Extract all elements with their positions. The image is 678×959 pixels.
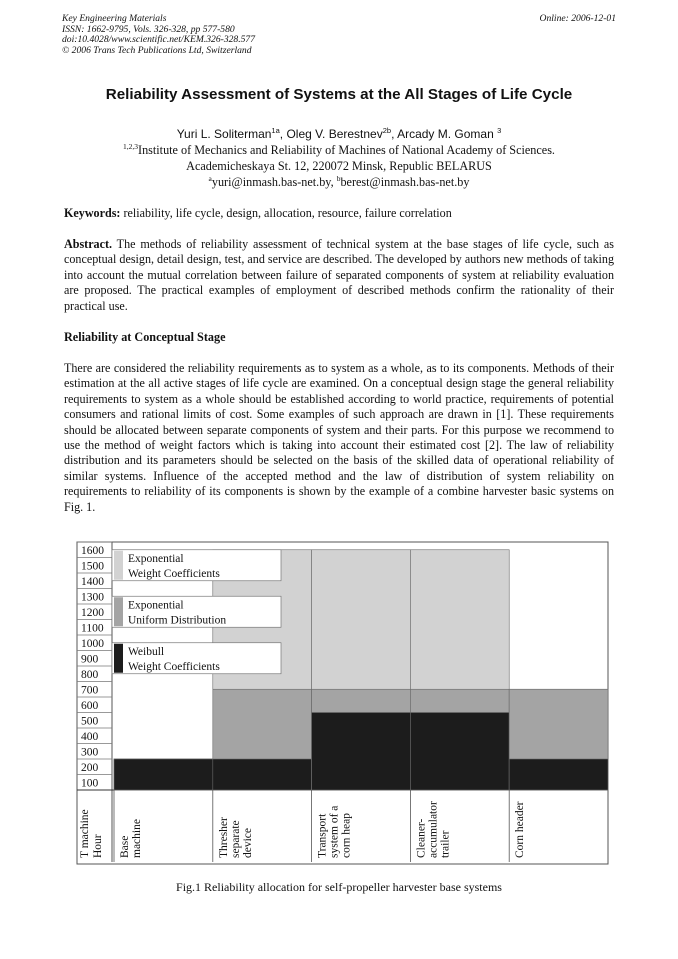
y-tick-label: 700	[81, 684, 99, 697]
x-category-label: Thresher	[217, 817, 230, 858]
x-category-label: separate	[229, 820, 242, 858]
x-category-label: machine	[131, 819, 143, 858]
x-category-label: system of a	[328, 805, 341, 858]
legend-swatch-2	[114, 644, 123, 673]
affiliation-sup: 1,2,3	[123, 142, 139, 151]
y-tick-label: 1200	[81, 607, 104, 619]
y-tick-label: 1300	[81, 591, 104, 604]
x-category-label: Transport	[316, 813, 329, 858]
journal-name: Key Engineering Materials	[62, 13, 167, 24]
legend-label: Weibull	[128, 645, 165, 658]
author-name: Arcady M. Goman	[397, 127, 494, 141]
y-tick-label: 1400	[81, 576, 104, 588]
affiliation-line2: Academicheskaya St. 12, 220072 Minsk, Republic BELARUS	[186, 159, 492, 173]
affiliation-line1: Institute of Mechanics and Reliability of Machines of National Academy of Sciences.	[138, 143, 555, 157]
reliability-allocation-chart	[76, 540, 610, 866]
y-tick-label: 1100	[81, 622, 104, 635]
bar-2-1	[213, 759, 312, 790]
abstract-text: The methods of reliability assessment of technical system at the base stages of life cycle, such as conceptual design, detail design, test, and service are described. The developed by authors new methods of taking into account the mutual correlation between failure of separated components of system at reliability evaluation are proposed. The practical examples of employment of described methods confirm the rationality of their practical use.	[64, 237, 614, 313]
y-tick-label: 800	[81, 669, 99, 681]
legend-label: Exponential	[128, 552, 184, 565]
keywords-label: Keywords:	[64, 206, 121, 220]
email-a[interactable]: yuri@inmash.bas-net.by,	[211, 175, 334, 189]
y-tick-label: 300	[81, 746, 99, 759]
doi-line: doi:10.4028/www.scientific.net/KEM.326-328.577	[62, 34, 256, 46]
affiliation	[64, 142, 614, 190]
x-category-label: Base	[119, 835, 131, 858]
author-sup: 2b	[382, 126, 392, 135]
y-axis-label: T machine	[79, 809, 91, 858]
y-tick-label: 600	[81, 700, 99, 712]
y-tick-label: 200	[81, 762, 99, 774]
author-sup: 3	[497, 126, 502, 135]
bar-2-0	[114, 759, 213, 790]
x-category-label: device	[241, 827, 254, 858]
y-tick-label: 1000	[81, 638, 104, 650]
author-name: Yuri L. Soliterman	[176, 127, 272, 141]
legend-label: Weight Coefficients	[128, 567, 220, 580]
keywords-text: reliability, life cycle, design, allocation, resource, failure correlation	[120, 206, 452, 220]
section-heading: Reliability at Conceptual Stage	[64, 330, 226, 344]
copyright-line: © 2006 Trans Tech Publications Ltd, Switzerland	[62, 44, 252, 56]
paper-title: Reliability Assessment of Systems at the All Stages of Life Cycle	[105, 86, 573, 103]
section-body: There are considered the reliability requirements as to system as a whole, as to its components. Methods of their estimation at the all active stages of life cycle are examined. On a conceptual design stage the general reliability requirements to system as a whole should be established according to world practice, requirements of potential consumers and rational limits of cost. Some examples of such approach are drawn in [1]. These requirements should be allocated between separate components of system and their parts. For this purpose we recommend to use the method of weight factors which is taking into account their estimated cost [2]. The law of reliability distribution and its parameters should be selected on the basis of the skilled data of operational reliability of similar systems. Influence of the accepted method and the law of distribution of system reliability on requirements to reliability of its components is shown by the example of a combine harvester basic systems on Fig. 1.	[64, 361, 614, 514]
keywords	[64, 206, 614, 221]
author-sup: 1a	[271, 126, 280, 135]
legend-swatch-0	[114, 551, 123, 580]
legend-label: Weight Coefficients	[128, 660, 220, 673]
x-category-label: Corn header	[514, 801, 527, 858]
x-category-label: accumulator	[427, 801, 440, 858]
author-name: Oleg V. Berestnev	[286, 127, 383, 141]
y-axis-label: Hour	[92, 834, 104, 858]
y-tick-label: 1600	[81, 545, 104, 557]
online-date: Online: 2006-12-01	[539, 13, 616, 24]
x-category-label: trailer	[439, 830, 452, 858]
bar-2-2	[312, 713, 411, 791]
legend-label: Uniform Distribution	[128, 614, 227, 627]
y-tick-label: 1500	[81, 560, 104, 573]
issn-line: ISSN: 1662-9795, Vols. 326-328, pp 577-580	[62, 23, 235, 35]
email-a-sup: a	[208, 174, 212, 183]
x-category-label: Cleaner-	[415, 818, 428, 858]
email-b[interactable]: berest@inmash.bas-net.by	[340, 175, 470, 189]
y-tick-label: 500	[81, 715, 99, 728]
bar-2-4	[509, 759, 608, 790]
y-tick-label: 400	[81, 731, 99, 743]
bar-2-3	[410, 713, 509, 791]
figure-caption: Fig.1 Reliability allocation for self-propeller harvester base systems	[176, 880, 502, 894]
email-b-sup: b	[336, 174, 341, 183]
abstract-label: Abstract.	[64, 237, 113, 251]
author-list: Yuri L. Soliterman$^{1a}$, Oleg V. Berestnev$^{2b}$, Arcady M. Goman $^3$	[176, 126, 502, 141]
abstract	[64, 237, 614, 314]
journal-header	[62, 14, 616, 56]
legend-label: Exponential	[128, 599, 184, 612]
y-tick-label: 900	[81, 653, 99, 666]
legend-swatch-1	[114, 597, 123, 626]
x-category-label: corn heap	[340, 812, 353, 858]
y-tick-label: 100	[81, 777, 99, 790]
